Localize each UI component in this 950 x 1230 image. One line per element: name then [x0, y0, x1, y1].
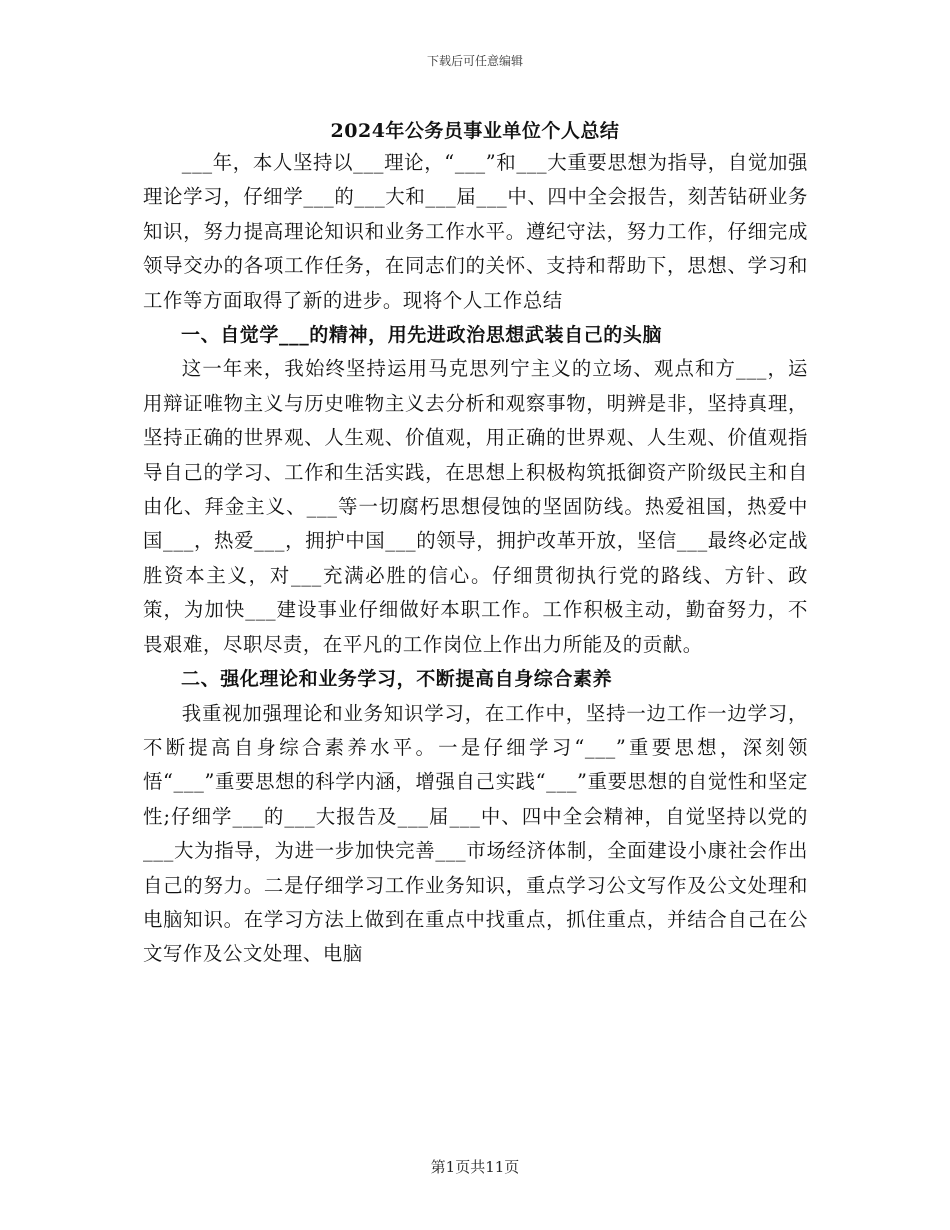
intro-paragraph: ___年，本人坚持以___理论，“___”和___大重要思想为指导，自觉加强理论学习，仔细学___的___大和___届___中、四中全会报告，刻苦钻研业务知识，努力提高理论知识和业务工作水平。遵纪守法，努力工作，仔细完成领导交办的各项工作任务，在同志们的关怀、支持和帮助下，思想、学习和工作等方面取得了新的进步。现将个人工作总结 [143, 151, 808, 312]
document-title: 2024年公务员事业单位个人总结 [330, 120, 620, 142]
section-heading-2: 二、强化理论和业务学习，不断提高自身综合素养 [181, 668, 613, 691]
document-body [143, 146, 808, 972]
page-number: 第1页共11页 [430, 1158, 520, 1176]
section-paragraph-2: 我重视加强理论和业务知识学习，在工作中，坚持一边工作一边学习，不断提高自身综合素养水平。一是仔细学习“___”重要思想，深刻领悟“___”重要思想的科学内涵，增强自己实践“___”重要思想的自觉性和坚定性;仔细学___的___大报告及___届___中、四中全会精神，自觉坚持以党的___大为指导，为进一步加快完善___市场经济体制，全面建设小康社会作出自己的努力。二是仔细学习工作业务知识，重点学习公文写作及公文处理和电脑知识。在学习方法上做到在重点中找重点，抓住重点，并结合自己在公文写作及公文处理、电脑 [143, 701, 808, 966]
header-note: 下载后可任意编辑 [426, 54, 523, 68]
section-paragraph-1: 这一年来，我始终坚持运用马克思列宁主义的立场、观点和方___，运用辩证唯物主义与历史唯物主义去分析和观察事物，明辨是非，坚持真理，坚持正确的世界观、人生观、价值观，用正确的世界观、人生观、价值观指导自己的学习、工作和生活实践，在思想上积极构筑抵御资产阶级民主和自由化、拜金主义、___等一切腐朽思想侵蚀的坚固防线。热爱祖国，热爱中国___，热爱___，拥护中国___的领导，拥护改革开放，坚信___最终必定战胜资本主义，对___充满必胜的信心。仔细贯彻执行党的路线、方针、政策，为加快___建设事业仔细做好本职工作。工作积极主动，勤奋努力，不畏艰难，尽职尽责，在平凡的工作岗位上作出力所能及的贡献。 [143, 357, 808, 656]
section-heading-1: 一、自觉学___的精神，用先进政治思想武装自己的头脑 [181, 324, 663, 347]
